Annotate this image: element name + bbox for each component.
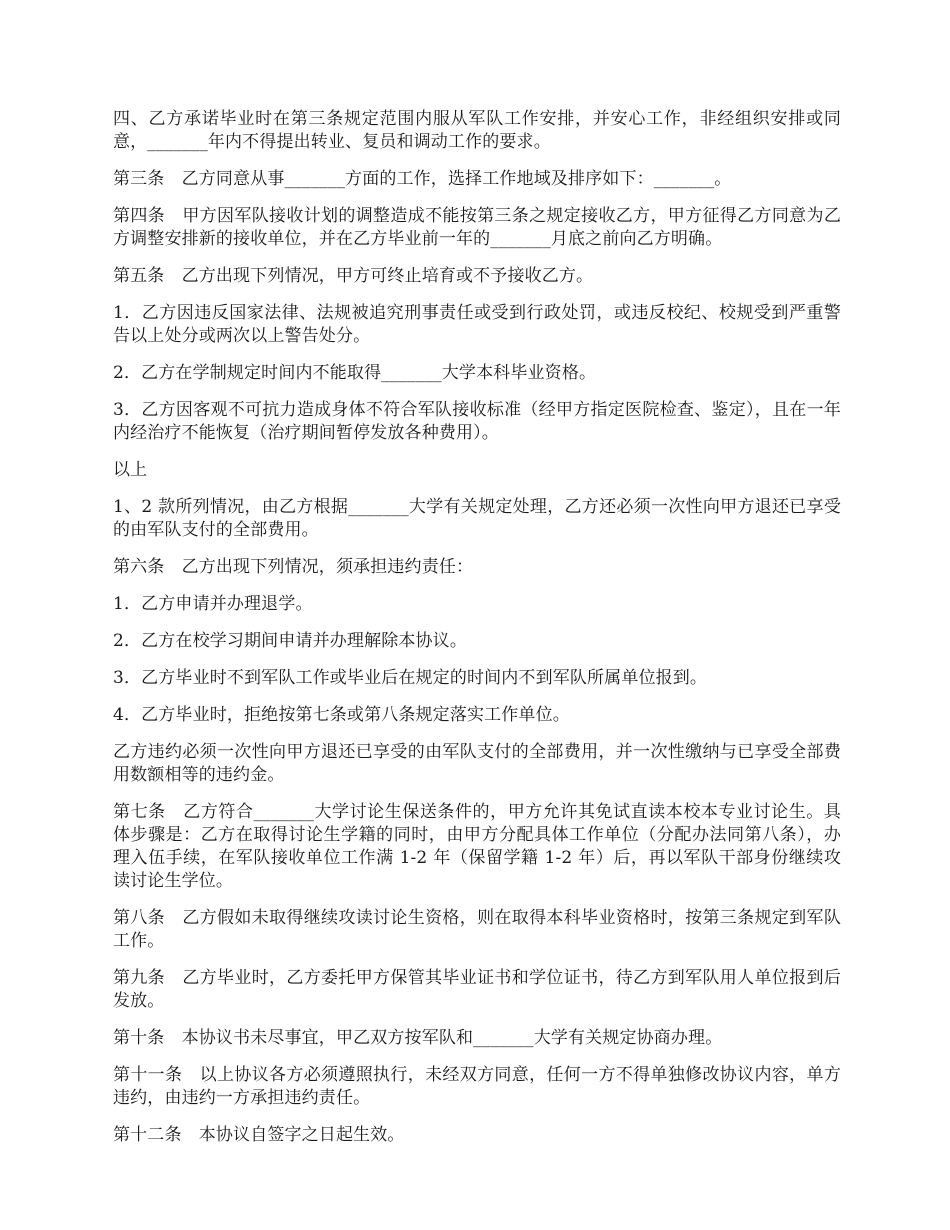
- paragraph-article-5-item-3: 3．乙方因客观不可抗力造成身体不符合军队接收标准（经甲方指定医院检查、鉴定），且在一年内经治疗不能恢复（治疗期间暂停发放各种费用）。: [113, 400, 841, 443]
- paragraph-article-5-item-1: 1．乙方因违反国家法律、法规被追究刑事责任或受到行政处罚，或违反校纪、校规受到严重警告以上处分或两次以上警告处分。: [113, 303, 841, 346]
- paragraph-breach-penalty: 乙方违约必须一次性向甲方退还已享受的由军队支付的全部费用，并一次性缴纳与已享受全部费用数额相等的违约金。: [113, 742, 841, 785]
- paragraph-article-10: 第十条 本协议书未尽事宜，甲乙双方按军队和_______大学有关规定协商办理。: [113, 1028, 723, 1048]
- paragraph-article-6: 第六条 乙方出现下列情况，须承担违约责任：: [113, 557, 474, 577]
- paragraph-article-9: 第九条 乙方毕业时，乙方委托甲方保管其毕业证书和学位证书，待乙方到军队用人单位报到后发放。: [113, 968, 841, 1011]
- paragraph-article-5-item-2: 2．乙方在学制规定时间内不能取得_______大学本科毕业资格。: [113, 363, 597, 383]
- paragraph-article-6-item-2: 2．乙方在校学习期间申请并办理解除本协议。: [113, 631, 467, 651]
- paragraph-article-5: 第五条 乙方出现下列情况，甲方可终止培育或不予接收乙方。: [113, 266, 594, 286]
- paragraph-article-11: 第十一条 以上协议各方必须遵照执行，未经双方同意，任何一方不得单独修改协议内容，单方违约，由违约一方承担违约责任。: [113, 1065, 841, 1108]
- paragraph-article-4: 第四条 甲方因军队接收计划的调整造成不能按第三条之规定接收乙方，甲方征得乙方同意为乙方调整安排新的接收单位，并在乙方毕业前一年的_______月底之前向乙方明确。: [113, 206, 841, 249]
- paragraph-article-6-item-4: 4．乙方毕业时，拒绝按第七条或第八条规定落实工作单位。: [113, 705, 570, 725]
- paragraph-article-12: 第十二条 本协议自签字之日起生效。: [113, 1125, 405, 1145]
- paragraph-above: 以上: [113, 460, 148, 480]
- paragraph-article-8: 第八条 乙方假如未取得继续攻读讨论生资格，则在取得本科毕业资格时，按第三条规定到军队工作。: [113, 908, 841, 951]
- paragraph-clause-4-commitment: 四、乙方承诺毕业时在第三条规定范围内服从军队工作安排，并安心工作，非经组织安排或同意，_______年内不得提出转业、复员和调动工作的要求。: [113, 109, 841, 152]
- paragraph-article-3: 第三条 乙方同意从事_______方面的工作，选择工作地域及排序如下：_______。: [113, 169, 732, 189]
- paragraph-article-7: 第七条 乙方符合_______大学讨论生保送条件的，甲方允许其免试直读本校本专业讨论生。具体步骤是：乙方在取得讨论生学籍的同时，由甲方分配具体工作单位（分配办法同第八条），办理入伍手续，在军队接收单位工作满 1-2 年（保留学籍 1-2 年）后，再以军队干部身份继续攻读讨论生学位。: [113, 802, 841, 891]
- paragraph-article-6-item-1: 1．乙方申请并办理退学。: [113, 594, 313, 614]
- paragraph-article-5-handling: 1、2 款所列情况，由乙方根据_______大学有关规定处理，乙方还必须一次性向甲方退还已享受的由军队支付的全部费用。: [113, 497, 841, 540]
- document-page: [113, 108, 841, 1161]
- paragraph-article-6-item-3: 3．乙方毕业时不到军队工作或毕业后在规定的时间内不到军队所属单位报到。: [113, 668, 708, 688]
